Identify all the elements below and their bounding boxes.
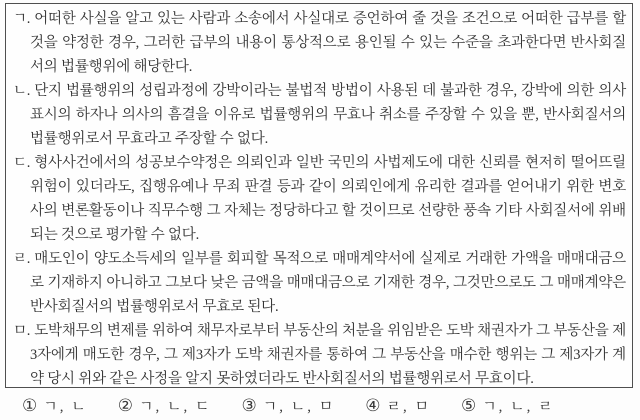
answer-choices-row: [22, 395, 555, 416]
question-item-r: [13, 247, 626, 319]
circled-number-4: ④: [365, 395, 381, 415]
item-marker: ㄴ.: [13, 83, 31, 99]
question-items-box: [5, 3, 633, 388]
item-marker: ㄱ.: [13, 11, 31, 27]
choice-text: ㄱ, ㄴ, ㄹ: [482, 399, 555, 415]
answer-choice-2[interactable]: [118, 395, 212, 416]
item-text: 어떠한 사실을 알고 있는 사람과 소송에서 사실대로 증언하여 줄 것을 조건으로 어떠한 급부를 할 것을 약정한 경우, 그러한 급부의 내용이 통상적으로 용인될 수 있는 수준을 초과한다면 반사회질서의 법률행위에 해당한다.: [30, 11, 626, 75]
choice-text: ㄱ, ㄴ: [43, 399, 88, 415]
choice-text: ㄱ, ㄴ, ㄷ: [138, 399, 212, 415]
answer-choice-3[interactable]: [241, 395, 335, 416]
choice-text: ㄹ, ㅁ: [386, 399, 431, 415]
answer-choice-1[interactable]: [22, 395, 88, 416]
question-item-g: [13, 7, 626, 79]
item-text: 단지 법률행위의 성립과정에 강박이라는 불법적 방법이 사용된 데 불과한 경우, 강박에 의한 의사표시의 하자나 의사의 흠결을 이유로 법률행위의 무효나 취소를 주장할 수 있을 뿐, 반사회질서의 법률행위로서 무효라고 주장할 수 없다.: [30, 83, 626, 147]
question-item-n: [13, 79, 626, 151]
item-marker: ㅁ.: [13, 323, 31, 339]
answer-choice-4[interactable]: [365, 395, 431, 416]
question-item-d: [13, 151, 626, 247]
item-text: 형사사건에서의 성공보수약정은 의뢰인과 일반 국민의 사법제도에 대한 신뢰를 현저히 떨어뜨릴 위험이 있더라도, 집행유예나 무죄 판결 등과 같이 의뢰인에게 유리한 결과를 얻어내기 위한 변호사의 변론활동이나 직무수행 그 자체는 정당하다고 할 것이므로 선량한 풍속 기타 사회질서에 위배되는 것으로 평가할 수 없다.: [30, 155, 626, 243]
circled-number-1: ①: [22, 395, 38, 415]
item-marker: ㄹ.: [13, 251, 31, 267]
choice-text: ㄱ, ㄴ, ㅁ: [262, 399, 336, 415]
circled-number-5: ⑤: [460, 395, 477, 415]
item-text: 매도인이 양도소득세의 일부를 회피할 목적으로 매매계약서에 실제로 거래한 가액을 매매대금으로 기재하지 아니하고 그보다 낮은 금액을 매매대금으로 기재한 경우, 그것만으로도 그 매매계약은 반사회질서의 법률행위로서 무효로 된다.: [30, 251, 626, 315]
circled-number-2: ②: [117, 395, 133, 415]
circled-number-3: ③: [241, 395, 257, 415]
answer-choice-5[interactable]: [461, 395, 555, 416]
question-item-m: [13, 319, 626, 391]
item-text: 도박채무의 변제를 위하여 채무자로부터 부동산의 처분을 위임받은 도박 채권자가 그 부동산을 제3자에게 매도한 경우, 그 제3자가 도박 채권자를 통하여 그 부동산을 매수한 행위는 그 제3자가 계약 당시 위와 같은 사정을 알지 못하였더라도 반사회질서의 법률행위로서 무효이다.: [30, 323, 626, 387]
item-marker: ㄷ.: [13, 155, 31, 171]
